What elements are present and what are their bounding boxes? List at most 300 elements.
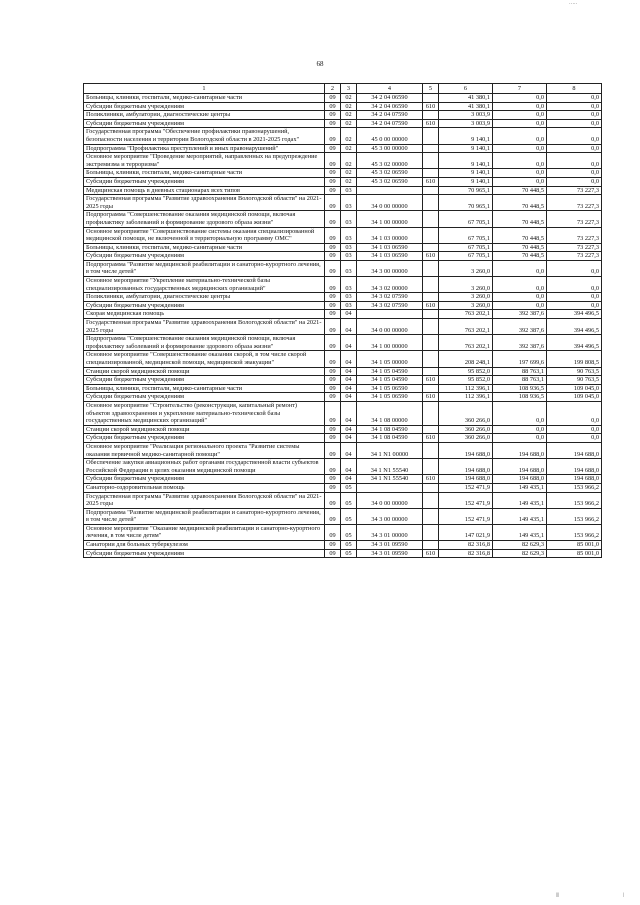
cell-pr: 02 <box>341 169 357 178</box>
cell-name: Основное мероприятие "Совершенствование системы оказания специализированной медицинской помощи, не включенной в территориальную программу ОМС" <box>84 227 325 243</box>
cell-csr: 34 1 00 00000 <box>357 335 423 351</box>
cell-v1: 67 705,1 <box>439 252 493 261</box>
table-row <box>84 351 602 367</box>
cell-v3: 73 227,3 <box>547 186 602 195</box>
cell-csr: 34 1 08 04590 <box>357 434 423 443</box>
table-row <box>84 492 602 508</box>
cell-v1: 763 202,1 <box>439 319 493 335</box>
cell-v2: 0,0 <box>493 260 547 276</box>
cell-vr: 610 <box>423 102 439 111</box>
cell-v2: 70 448,5 <box>493 243 547 252</box>
cell-vr: 610 <box>423 376 439 385</box>
cell-rz: 09 <box>325 384 341 393</box>
cell-name: Медицинская помощь в дневных стационарах всех типов <box>84 186 325 195</box>
cell-v2: 70 448,5 <box>493 227 547 243</box>
cell-vr <box>423 508 439 524</box>
cell-pr: 04 <box>341 475 357 484</box>
cell-name: Государственная программа "Обеспечение профилактики правонарушений, безопасности населения и территории Вологодской области в 2021-2025 годах" <box>84 128 325 144</box>
cell-name: Субсидии бюджетным учреждениям <box>84 376 325 385</box>
cell-csr <box>357 310 423 319</box>
cell-name: Субсидии бюджетным учреждениям <box>84 434 325 443</box>
cell-csr: 34 3 02 00000 <box>357 277 423 293</box>
cell-vr <box>423 459 439 475</box>
cell-pr: 02 <box>341 144 357 153</box>
table-row <box>84 393 602 402</box>
cell-pr: 05 <box>341 549 357 558</box>
cell-v1: 152 471,9 <box>439 492 493 508</box>
cell-pr: 03 <box>341 211 357 227</box>
cell-v1: 3 260,0 <box>439 260 493 276</box>
cell-v1: 9 140,1 <box>439 169 493 178</box>
cell-vr <box>423 186 439 195</box>
cell-pr: 03 <box>341 195 357 211</box>
column-header: 3 <box>341 84 357 94</box>
cell-v3: 90 763,5 <box>547 367 602 376</box>
cell-pr: 05 <box>341 541 357 550</box>
cell-v2: 70 448,5 <box>493 211 547 227</box>
cell-v3: 194 688,0 <box>547 442 602 458</box>
cell-v2: 0,0 <box>493 434 547 443</box>
table-row <box>84 243 602 252</box>
cell-name: Субсидии бюджетным учреждениям <box>84 475 325 484</box>
cell-pr: 03 <box>341 293 357 302</box>
cell-name: Станции скорой медицинской помощи <box>84 425 325 434</box>
table-row <box>84 128 602 144</box>
cell-csr: 34 1 05 04590 <box>357 376 423 385</box>
cell-rz: 09 <box>325 260 341 276</box>
cell-vr <box>423 367 439 376</box>
table-row <box>84 475 602 484</box>
cell-rz: 09 <box>325 94 341 103</box>
cell-csr: 34 3 01 09590 <box>357 549 423 558</box>
cell-v1: 67 705,1 <box>439 243 493 252</box>
cell-v3: 85 001,0 <box>547 541 602 550</box>
cell-rz: 09 <box>325 128 341 144</box>
cell-v3: 194 688,0 <box>547 459 602 475</box>
cell-rz: 09 <box>325 475 341 484</box>
cell-csr: 34 1 03 06590 <box>357 252 423 261</box>
cell-v1: 82 316,8 <box>439 541 493 550</box>
cell-pr: 02 <box>341 111 357 120</box>
cell-pr: 02 <box>341 102 357 111</box>
cell-v3: 0,0 <box>547 260 602 276</box>
cell-pr: 03 <box>341 243 357 252</box>
cell-v3: 0,0 <box>547 401 602 425</box>
cell-csr: 34 1 05 06590 <box>357 393 423 402</box>
cell-v2: 70 448,5 <box>493 195 547 211</box>
cell-csr: 45 3 02 06590 <box>357 169 423 178</box>
cell-name: Поликлиники, амбулатории, диагностические центры <box>84 111 325 120</box>
cell-v3: 153 966,2 <box>547 524 602 540</box>
cell-pr: 04 <box>341 319 357 335</box>
cell-v1: 3 260,0 <box>439 301 493 310</box>
cell-csr: 34 3 02 07590 <box>357 293 423 302</box>
cell-v2: 0,0 <box>493 293 547 302</box>
cell-name: Обеспечение закупки авиационных работ органами государственной власти субъектов Российской Федерации в целях оказания медицинской помощи <box>84 459 325 475</box>
table-row <box>84 376 602 385</box>
cell-v1: 763 202,1 <box>439 310 493 319</box>
table-row <box>84 310 602 319</box>
cell-pr: 05 <box>341 508 357 524</box>
table-row <box>84 195 602 211</box>
table-row <box>84 425 602 434</box>
table-row <box>84 144 602 153</box>
cell-name: Основное мероприятие "Проведение мероприятий, направленных на предупреждение экстремизма и терроризма" <box>84 153 325 169</box>
cell-rz: 09 <box>325 177 341 186</box>
cell-csr: 34 1 05 06590 <box>357 384 423 393</box>
cell-vr <box>423 111 439 120</box>
cell-name: Субсидии бюджетным учреждениям <box>84 301 325 310</box>
cell-v3: 394 496,5 <box>547 319 602 335</box>
cell-v1: 194 688,0 <box>439 442 493 458</box>
cell-v1: 112 396,1 <box>439 393 493 402</box>
cell-v1: 208 248,1 <box>439 351 493 367</box>
table-row <box>84 335 602 351</box>
cell-v3: 0,0 <box>547 177 602 186</box>
cell-v3: 0,0 <box>547 153 602 169</box>
cell-name: Основное мероприятие "Оказание медицинской реабилитации и санаторно-курортного лечения, в том числе детям" <box>84 524 325 540</box>
cell-rz: 09 <box>325 367 341 376</box>
cell-v2: 88 763,1 <box>493 376 547 385</box>
cell-vr: 610 <box>423 177 439 186</box>
column-number-row <box>84 84 602 94</box>
cell-v1: 152 471,9 <box>439 483 493 492</box>
table-row <box>84 227 602 243</box>
cell-name: Субсидии бюджетным учреждениям <box>84 549 325 558</box>
table-row <box>84 367 602 376</box>
cell-v2: 149 435,1 <box>493 524 547 540</box>
cell-vr <box>423 94 439 103</box>
cell-name: Субсидии бюджетным учреждениям <box>84 102 325 111</box>
cell-v3: 0,0 <box>547 425 602 434</box>
cell-vr <box>423 153 439 169</box>
cell-pr: 04 <box>341 393 357 402</box>
cell-vr <box>423 335 439 351</box>
cell-v3: 0,0 <box>547 102 602 111</box>
cell-vr <box>423 211 439 227</box>
cell-rz: 09 <box>325 301 341 310</box>
cell-vr: 610 <box>423 434 439 443</box>
cell-pr: 04 <box>341 376 357 385</box>
cell-v3: 394 496,5 <box>547 310 602 319</box>
cell-v1: 360 266,0 <box>439 401 493 425</box>
cell-v2: 0,0 <box>493 144 547 153</box>
cell-v3: 0,0 <box>547 169 602 178</box>
column-header: 2 <box>325 84 341 94</box>
table-row <box>84 102 602 111</box>
cell-csr: 34 1 00 00000 <box>357 211 423 227</box>
cell-v1: 41 380,1 <box>439 102 493 111</box>
table-row <box>84 401 602 425</box>
cell-csr: 34 2 04 06590 <box>357 102 423 111</box>
cell-pr: 04 <box>341 401 357 425</box>
cell-v3: 0,0 <box>547 94 602 103</box>
cell-rz: 09 <box>325 144 341 153</box>
cell-name: Санатории для больных туберкулезом <box>84 541 325 550</box>
cell-rz: 09 <box>325 119 341 128</box>
cell-v2: 88 763,1 <box>493 367 547 376</box>
cell-vr: 610 <box>423 393 439 402</box>
cell-v1: 95 852,0 <box>439 367 493 376</box>
cell-csr <box>357 186 423 195</box>
cell-v2: 194 688,0 <box>493 475 547 484</box>
cell-name: Субсидии бюджетным учреждениям <box>84 119 325 128</box>
table-row <box>84 177 602 186</box>
cell-csr: 34 3 02 07590 <box>357 301 423 310</box>
table-row <box>84 384 602 393</box>
cell-pr: 03 <box>341 301 357 310</box>
cell-name: Больницы, клиники, госпитали, медико-санитарные части <box>84 384 325 393</box>
cell-name: Субсидии бюджетным учреждениям <box>84 177 325 186</box>
cell-name: Государственная программа "Развитие здравоохранения Вологодской области" на 2021-2025 годы <box>84 195 325 211</box>
cell-rz: 09 <box>325 459 341 475</box>
cell-v3: 194 688,0 <box>547 475 602 484</box>
cell-csr: 34 0 00 00000 <box>357 492 423 508</box>
cell-csr: 34 1 08 04590 <box>357 425 423 434</box>
cell-vr <box>423 310 439 319</box>
cell-pr: 04 <box>341 434 357 443</box>
cell-v3: 73 227,3 <box>547 211 602 227</box>
cell-v1: 3 003,9 <box>439 111 493 120</box>
cell-v1: 3 260,0 <box>439 277 493 293</box>
cell-v2: 0,0 <box>493 119 547 128</box>
cell-pr: 04 <box>341 459 357 475</box>
cell-vr: 610 <box>423 549 439 558</box>
cell-v2: 149 435,1 <box>493 508 547 524</box>
table-row <box>84 434 602 443</box>
cell-csr: 34 1 N1 55540 <box>357 475 423 484</box>
cell-v1: 763 202,1 <box>439 335 493 351</box>
cell-name: Основное мероприятие "Реализация регионального проекта "Развитие системы оказания первичной медико-санитарной помощи" <box>84 442 325 458</box>
cell-v1: 9 140,1 <box>439 153 493 169</box>
cell-pr: 04 <box>341 367 357 376</box>
cell-v3: 0,0 <box>547 301 602 310</box>
cell-name: Подпрограмма "Развитие медицинской реабилитации и санаторно-курортного лечения, в том числе детей" <box>84 260 325 276</box>
cell-vr <box>423 277 439 293</box>
table-row <box>84 549 602 558</box>
cell-pr: 02 <box>341 128 357 144</box>
cell-v2: 70 448,5 <box>493 186 547 195</box>
cell-name: Основное мероприятие "Строительство (реконструкция, капитальный ремонт) объектов здравоохранения и укрепление материально-технической базы государственных медицинских организаций" <box>84 401 325 425</box>
cell-pr: 03 <box>341 186 357 195</box>
cell-vr <box>423 319 439 335</box>
table-row <box>84 442 602 458</box>
cell-v1: 360 266,0 <box>439 434 493 443</box>
cell-v1: 3 003,9 <box>439 119 493 128</box>
cell-name: Основное мероприятие "Совершенствование оказания скорой, в том числе скорой специализированной, медицинской помощи, медицинской эвакуации" <box>84 351 325 367</box>
cell-pr: 02 <box>341 177 357 186</box>
table-row <box>84 524 602 540</box>
cell-v2: 0,0 <box>493 153 547 169</box>
table-row <box>84 301 602 310</box>
cell-csr: 34 3 01 09590 <box>357 541 423 550</box>
column-header: 5 <box>423 84 439 94</box>
cell-v3: 0,0 <box>547 128 602 144</box>
cell-v2: 392 387,6 <box>493 335 547 351</box>
cell-v1: 152 471,9 <box>439 508 493 524</box>
cell-vr <box>423 541 439 550</box>
table-row <box>84 186 602 195</box>
table-row <box>84 293 602 302</box>
cell-v3: 73 227,3 <box>547 243 602 252</box>
cell-csr: 45 3 02 06590 <box>357 177 423 186</box>
cell-name: Больницы, клиники, госпитали, медико-санитарные части <box>84 94 325 103</box>
cell-v1: 82 316,8 <box>439 549 493 558</box>
cell-v3: 109 045,0 <box>547 393 602 402</box>
scan-mark: ||| <box>556 893 560 898</box>
cell-rz: 09 <box>325 169 341 178</box>
cell-name: Скорая медицинская помощь <box>84 310 325 319</box>
cell-rz: 09 <box>325 243 341 252</box>
cell-v2: 108 936,5 <box>493 384 547 393</box>
cell-v1: 67 705,1 <box>439 227 493 243</box>
cell-rz: 09 <box>325 442 341 458</box>
cell-name: Подпрограмма "Развитие медицинской реабилитации и санаторно-курортного лечения, в том числе детей" <box>84 508 325 524</box>
cell-v3: 90 763,5 <box>547 376 602 385</box>
cell-pr: 03 <box>341 252 357 261</box>
cell-rz: 09 <box>325 401 341 425</box>
cell-pr: 04 <box>341 442 357 458</box>
cell-name: Поликлиники, амбулатории, диагностические центры <box>84 293 325 302</box>
cell-pr: 03 <box>341 260 357 276</box>
cell-vr <box>423 260 439 276</box>
cell-csr: 34 1 05 04590 <box>357 367 423 376</box>
cell-v2: 194 688,0 <box>493 459 547 475</box>
cell-v3: 153 966,2 <box>547 483 602 492</box>
cell-rz: 09 <box>325 335 341 351</box>
cell-v2: 149 435,1 <box>493 492 547 508</box>
table-row <box>84 277 602 293</box>
cell-rz: 09 <box>325 277 341 293</box>
cell-v3: 73 227,3 <box>547 252 602 261</box>
cell-vr <box>423 492 439 508</box>
cell-vr <box>423 483 439 492</box>
cell-pr: 02 <box>341 94 357 103</box>
table-row <box>84 459 602 475</box>
cell-name: Больницы, клиники, госпитали, медико-санитарные части <box>84 243 325 252</box>
cell-rz: 09 <box>325 102 341 111</box>
cell-v3: 0,0 <box>547 144 602 153</box>
page-number: 68 <box>316 60 324 68</box>
cell-v1: 194 688,0 <box>439 475 493 484</box>
column-header: 7 <box>493 84 547 94</box>
cell-rz: 09 <box>325 153 341 169</box>
cell-pr: 05 <box>341 492 357 508</box>
cell-csr: 34 2 04 07590 <box>357 111 423 120</box>
cell-csr: 45 3 00 00000 <box>357 144 423 153</box>
cell-v1: 194 688,0 <box>439 459 493 475</box>
cell-v2: 0,0 <box>493 425 547 434</box>
cell-pr: 02 <box>341 153 357 169</box>
cell-v1: 67 705,1 <box>439 211 493 227</box>
table-row <box>84 260 602 276</box>
cell-v3: 0,0 <box>547 111 602 120</box>
cell-v3: 85 001,0 <box>547 549 602 558</box>
cell-v2: 0,0 <box>493 401 547 425</box>
cell-pr: 04 <box>341 351 357 367</box>
cell-v3: 199 808,5 <box>547 351 602 367</box>
cell-v1: 3 260,0 <box>439 293 493 302</box>
table-row <box>84 211 602 227</box>
cell-name: Субсидии бюджетным учреждениям <box>84 393 325 402</box>
cell-name: Станции скорой медицинской помощи <box>84 367 325 376</box>
cell-v1: 41 380,1 <box>439 94 493 103</box>
table-row <box>84 252 602 261</box>
cell-v2: 0,0 <box>493 301 547 310</box>
cell-vr: 610 <box>423 252 439 261</box>
cell-rz: 09 <box>325 310 341 319</box>
table-row <box>84 111 602 120</box>
cell-v3: 73 227,3 <box>547 227 602 243</box>
cell-name: Государственная программа "Развитие здравоохранения Вологодской области" на 2021-2025 годы <box>84 319 325 335</box>
cell-name: Подпрограмма "Профилактика преступлений и иных правонарушений" <box>84 144 325 153</box>
table-row <box>84 541 602 550</box>
cell-rz: 09 <box>325 393 341 402</box>
cell-v2: 392 387,6 <box>493 310 547 319</box>
cell-v2: 82 629,3 <box>493 541 547 550</box>
cell-rz: 09 <box>325 425 341 434</box>
cell-name: Больницы, клиники, госпитали, медико-санитарные части <box>84 169 325 178</box>
cell-v3: 153 966,2 <box>547 508 602 524</box>
cell-v1: 9 140,1 <box>439 128 493 144</box>
cell-name: Государственная программа "Развитие здравоохранения Вологодской области" на 2021-2025 годы <box>84 492 325 508</box>
cell-csr: 34 0 00 00000 <box>357 319 423 335</box>
column-header: 4 <box>357 84 423 94</box>
cell-rz: 09 <box>325 351 341 367</box>
cell-v2: 0,0 <box>493 177 547 186</box>
cell-name: Подпрограмма "Совершенствование оказания медицинской помощи, включая профилактику заболеваний и формирование здорового образа жизни" <box>84 335 325 351</box>
cell-rz: 09 <box>325 211 341 227</box>
cell-csr: 34 1 N1 00000 <box>357 442 423 458</box>
cell-v2: 149 435,1 <box>493 483 547 492</box>
column-header: 6 <box>439 84 493 94</box>
cell-v1: 70 965,1 <box>439 186 493 195</box>
cell-csr: 34 1 05 00000 <box>357 351 423 367</box>
cell-vr <box>423 425 439 434</box>
cell-rz: 09 <box>325 524 341 540</box>
cell-pr: 05 <box>341 524 357 540</box>
cell-v3: 0,0 <box>547 277 602 293</box>
cell-csr: 45 3 02 00000 <box>357 153 423 169</box>
cell-vr <box>423 384 439 393</box>
cell-vr <box>423 243 439 252</box>
cell-rz: 09 <box>325 319 341 335</box>
cell-csr: 34 3 00 00000 <box>357 260 423 276</box>
cell-v1: 360 266,0 <box>439 425 493 434</box>
cell-rz: 09 <box>325 549 341 558</box>
cell-v2: 197 699,6 <box>493 351 547 367</box>
cell-pr: 04 <box>341 310 357 319</box>
cell-v2: 0,0 <box>493 94 547 103</box>
cell-vr <box>423 144 439 153</box>
budget-table <box>83 83 602 558</box>
cell-v3: 153 966,2 <box>547 492 602 508</box>
cell-csr: 34 2 04 07590 <box>357 119 423 128</box>
cell-rz: 09 <box>325 195 341 211</box>
cell-v1: 147 021,9 <box>439 524 493 540</box>
cell-rz: 09 <box>325 227 341 243</box>
table-row <box>84 119 602 128</box>
cell-rz: 09 <box>325 508 341 524</box>
cell-vr <box>423 351 439 367</box>
cell-name: Подпрограмма "Совершенствование оказания медицинской помощи, включая профилактику заболеваний и формирование здорового образа жизни" <box>84 211 325 227</box>
cell-vr <box>423 293 439 302</box>
cell-v3: 0,0 <box>547 434 602 443</box>
cell-v2: 0,0 <box>493 102 547 111</box>
cell-v3: 0,0 <box>547 293 602 302</box>
column-header: 1 <box>84 84 325 94</box>
cell-vr: 610 <box>423 475 439 484</box>
